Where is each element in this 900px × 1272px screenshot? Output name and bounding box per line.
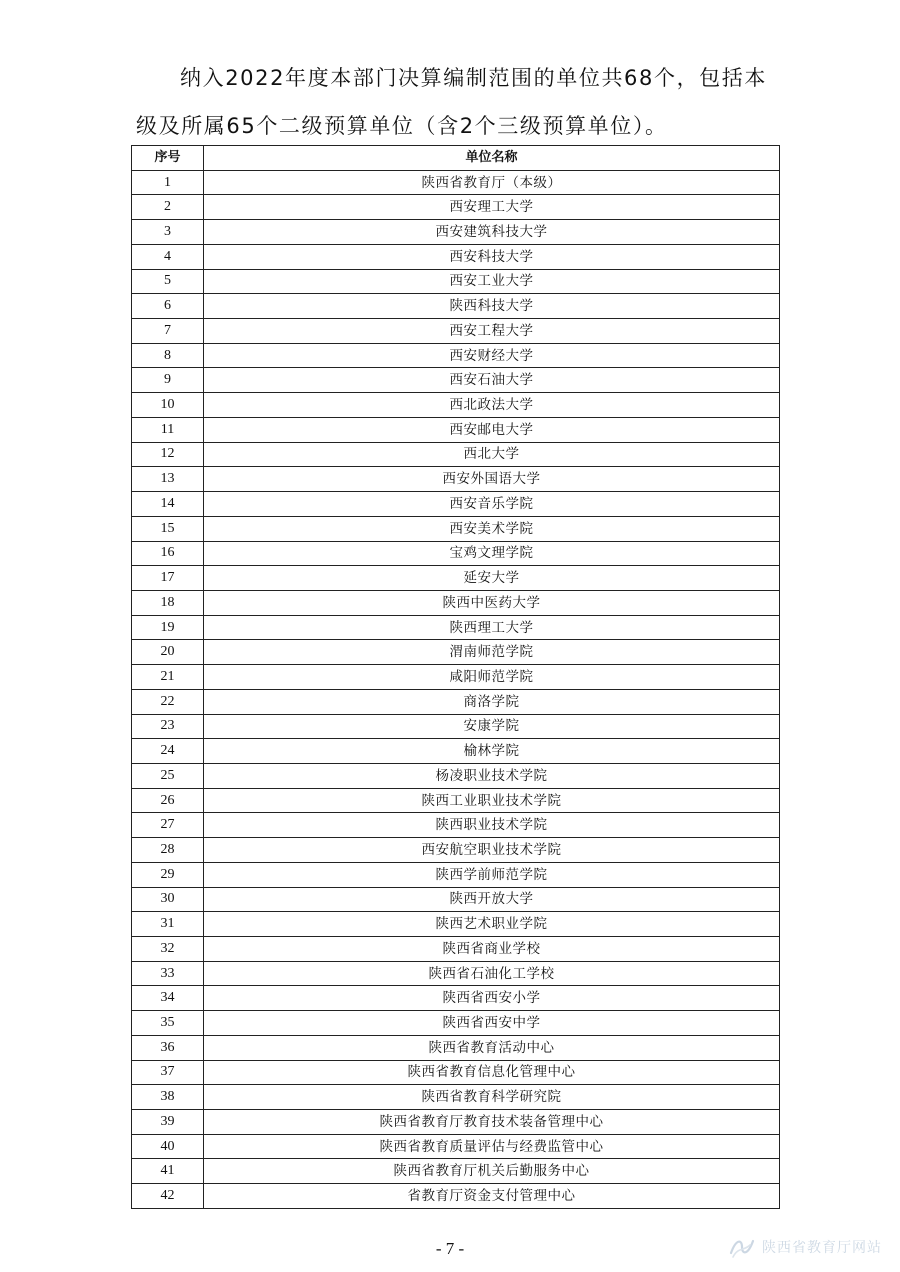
row-number: 32 [132, 937, 204, 962]
unit-name: 省教育厅资金支付管理中心 [204, 1184, 780, 1209]
table-row [132, 1060, 780, 1085]
row-number: 31 [132, 912, 204, 937]
row-number: 13 [132, 467, 204, 492]
row-number: 8 [132, 343, 204, 368]
unit-name: 陕西省石油化工学校 [204, 961, 780, 986]
unit-name: 安康学院 [204, 714, 780, 739]
unit-name: 陕西省商业学校 [204, 937, 780, 962]
row-number: 22 [132, 689, 204, 714]
table-row [132, 862, 780, 887]
intro-paragraph [136, 54, 784, 150]
table-header-row [132, 146, 780, 171]
unit-name: 陕西省西安中学 [204, 1011, 780, 1036]
unit-name: 西安外国语大学 [204, 467, 780, 492]
row-number: 42 [132, 1184, 204, 1209]
header-num: 序号 [132, 146, 204, 171]
table-row [132, 467, 780, 492]
unit-name: 陕西省教育厅机关后勤服务中心 [204, 1159, 780, 1184]
row-number: 39 [132, 1110, 204, 1135]
unit-name: 陕西学前师范学院 [204, 862, 780, 887]
table-row [132, 269, 780, 294]
table-row [132, 244, 780, 269]
unit-name: 西安科技大学 [204, 244, 780, 269]
unit-name: 西安石油大学 [204, 368, 780, 393]
unit-name: 陕西工业职业技术学院 [204, 788, 780, 813]
row-number: 4 [132, 244, 204, 269]
table-row [132, 1035, 780, 1060]
unit-name: 陕西省教育信息化管理中心 [204, 1060, 780, 1085]
table-row [132, 368, 780, 393]
row-number: 27 [132, 813, 204, 838]
table-row [132, 887, 780, 912]
row-number: 41 [132, 1159, 204, 1184]
table-row [132, 195, 780, 220]
unit-name: 西北政法大学 [204, 393, 780, 418]
row-number: 15 [132, 516, 204, 541]
unit-name: 陕西省教育厅（本级） [204, 170, 780, 195]
table-row [132, 566, 780, 591]
unit-name: 陕西理工大学 [204, 615, 780, 640]
site-watermark [728, 1230, 898, 1264]
unit-name: 西安航空职业技术学院 [204, 838, 780, 863]
table-row [132, 640, 780, 665]
unit-name: 陕西省教育活动中心 [204, 1035, 780, 1060]
table-body [132, 170, 780, 1208]
unit-name: 陕西开放大学 [204, 887, 780, 912]
unit-name: 西安音乐学院 [204, 492, 780, 517]
table-row [132, 1159, 780, 1184]
table-row [132, 541, 780, 566]
table-row [132, 739, 780, 764]
table-row [132, 492, 780, 517]
unit-name: 榆林学院 [204, 739, 780, 764]
table-row [132, 1011, 780, 1036]
unit-name: 西安邮电大学 [204, 417, 780, 442]
row-number: 5 [132, 269, 204, 294]
table-row [132, 689, 780, 714]
table-row [132, 516, 780, 541]
row-number: 16 [132, 541, 204, 566]
watermark-text: 陕西省教育厅网站 [762, 1240, 882, 1256]
unit-table [131, 145, 780, 1209]
unit-name: 宝鸡文理学院 [204, 541, 780, 566]
row-number: 33 [132, 961, 204, 986]
row-number: 20 [132, 640, 204, 665]
ribbon-logo-icon [728, 1233, 756, 1261]
unit-name: 陕西省西安小学 [204, 986, 780, 1011]
row-number: 10 [132, 393, 204, 418]
table-row [132, 220, 780, 245]
row-number: 1 [132, 170, 204, 195]
row-number: 35 [132, 1011, 204, 1036]
row-number: 19 [132, 615, 204, 640]
row-number: 37 [132, 1060, 204, 1085]
table-row [132, 813, 780, 838]
row-number: 7 [132, 319, 204, 344]
table-row [132, 1184, 780, 1209]
row-number: 34 [132, 986, 204, 1011]
unit-name: 西安建筑科技大学 [204, 220, 780, 245]
table-row [132, 615, 780, 640]
row-number: 23 [132, 714, 204, 739]
page-number: - 7 - [435, 1239, 465, 1258]
row-number: 14 [132, 492, 204, 517]
table-row [132, 937, 780, 962]
table-row [132, 319, 780, 344]
unit-name: 陕西中医药大学 [204, 590, 780, 615]
intro-text: 纳入2022年度本部门决算编制范围的单位共68个，包括本级及所属65个二级预算单位（含2个三级预算单位）。 [136, 66, 767, 138]
unit-name: 西安工程大学 [204, 319, 780, 344]
table-row [132, 294, 780, 319]
unit-name: 陕西省教育厅教育技术装备管理中心 [204, 1110, 780, 1135]
table-row [132, 1085, 780, 1110]
unit-name: 西安财经大学 [204, 343, 780, 368]
table-row [132, 788, 780, 813]
row-number: 24 [132, 739, 204, 764]
row-number: 2 [132, 195, 204, 220]
unit-name: 陕西科技大学 [204, 294, 780, 319]
row-number: 12 [132, 442, 204, 467]
row-number: 38 [132, 1085, 204, 1110]
row-number: 11 [132, 417, 204, 442]
unit-name: 西北大学 [204, 442, 780, 467]
table-row [132, 986, 780, 1011]
table-row [132, 763, 780, 788]
table-row [132, 170, 780, 195]
unit-name: 西安工业大学 [204, 269, 780, 294]
unit-name: 陕西省教育科学研究院 [204, 1085, 780, 1110]
row-number: 28 [132, 838, 204, 863]
row-number: 18 [132, 590, 204, 615]
row-number: 30 [132, 887, 204, 912]
row-number: 40 [132, 1134, 204, 1159]
header-name: 单位名称 [204, 146, 780, 171]
table-row [132, 343, 780, 368]
row-number: 26 [132, 788, 204, 813]
unit-name: 杨凌职业技术学院 [204, 763, 780, 788]
unit-name: 延安大学 [204, 566, 780, 591]
unit-name: 陕西艺术职业学院 [204, 912, 780, 937]
row-number: 21 [132, 665, 204, 690]
row-number: 17 [132, 566, 204, 591]
table-row [132, 590, 780, 615]
unit-name: 陕西省教育质量评估与经费监管中心 [204, 1134, 780, 1159]
row-number: 9 [132, 368, 204, 393]
table-row [132, 1110, 780, 1135]
unit-name: 陕西职业技术学院 [204, 813, 780, 838]
row-number: 6 [132, 294, 204, 319]
table-row [132, 442, 780, 467]
row-number: 25 [132, 763, 204, 788]
table-row [132, 912, 780, 937]
table-row [132, 961, 780, 986]
unit-name: 西安美术学院 [204, 516, 780, 541]
unit-name: 西安理工大学 [204, 195, 780, 220]
table-row [132, 417, 780, 442]
unit-name: 商洛学院 [204, 689, 780, 714]
row-number: 29 [132, 862, 204, 887]
table-row [132, 838, 780, 863]
unit-name: 咸阳师范学院 [204, 665, 780, 690]
table-row [132, 665, 780, 690]
unit-name: 渭南师范学院 [204, 640, 780, 665]
table-row [132, 393, 780, 418]
row-number: 36 [132, 1035, 204, 1060]
row-number: 3 [132, 220, 204, 245]
table-row [132, 714, 780, 739]
table-row [132, 1134, 780, 1159]
